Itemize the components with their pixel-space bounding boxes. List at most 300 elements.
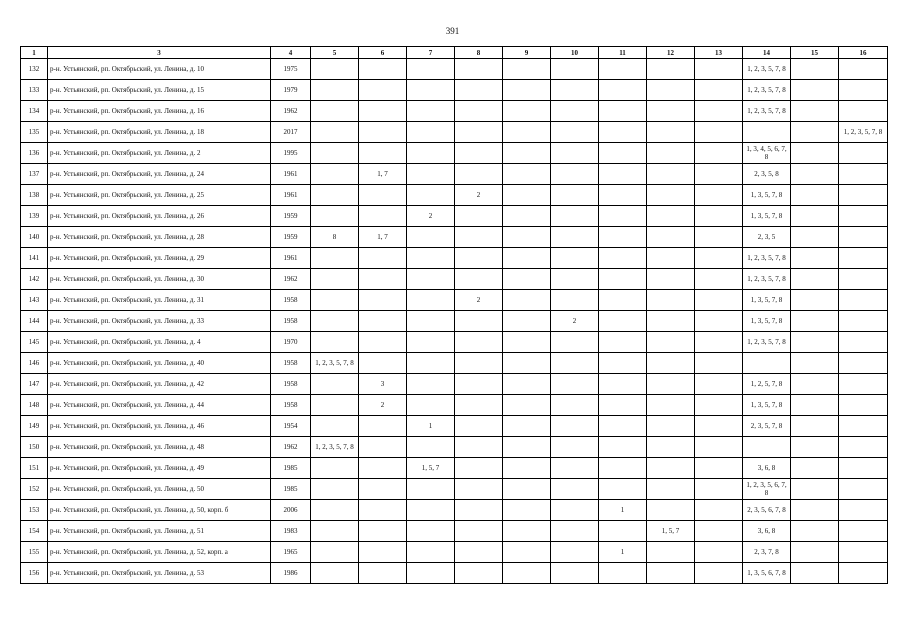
year-cell: 1965: [271, 542, 311, 563]
value-cell: [311, 248, 359, 269]
value-cell: [455, 458, 503, 479]
table-row: [21, 59, 888, 80]
value-cell: [599, 143, 647, 164]
table-row: [21, 122, 888, 143]
table-row: [21, 332, 888, 353]
row-number-cell: 154: [21, 521, 48, 542]
value-cell: [647, 542, 695, 563]
column-header: 6: [359, 47, 407, 59]
value-cell: [311, 332, 359, 353]
value-cell: [695, 311, 743, 332]
column-header: 4: [271, 47, 311, 59]
table-row: [21, 437, 888, 458]
value-cell: [551, 542, 599, 563]
value-cell: [311, 80, 359, 101]
value-cell: [839, 332, 888, 353]
column-header: 7: [407, 47, 455, 59]
value-cell: [647, 80, 695, 101]
value-cell: [503, 500, 551, 521]
value-cell: 1, 2, 3, 5, 7, 8: [743, 248, 791, 269]
value-cell: [599, 269, 647, 290]
value-cell: [503, 185, 551, 206]
value-cell: [695, 206, 743, 227]
value-cell: [503, 374, 551, 395]
table-row: [21, 185, 888, 206]
value-cell: [503, 479, 551, 500]
year-cell: 1986: [271, 563, 311, 584]
value-cell: [695, 80, 743, 101]
value-cell: 1, 3, 4, 5, 6, 7, 8: [743, 143, 791, 164]
value-cell: [551, 479, 599, 500]
address-cell: р-н. Устьянский, рп. Октябрьский, ул. Ленина, д. 44: [48, 395, 271, 416]
value-cell: [647, 122, 695, 143]
value-cell: 1, 7: [359, 164, 407, 185]
address-cell: р-н. Устьянский, рп. Октябрьский, ул. Ленина, д. 48: [48, 437, 271, 458]
value-cell: [695, 290, 743, 311]
address-cell: р-н. Устьянский, рп. Октябрьский, ул. Ленина, д. 33: [48, 311, 271, 332]
value-cell: [455, 227, 503, 248]
value-cell: 1: [407, 416, 455, 437]
value-cell: [407, 164, 455, 185]
value-cell: [311, 122, 359, 143]
row-number-cell: 150: [21, 437, 48, 458]
value-cell: [599, 206, 647, 227]
row-number-cell: 133: [21, 80, 48, 101]
value-cell: [791, 521, 839, 542]
value-cell: 1, 3, 5, 6, 7, 8: [743, 563, 791, 584]
value-cell: [695, 458, 743, 479]
row-number-cell: 138: [21, 185, 48, 206]
value-cell: [695, 563, 743, 584]
value-cell: [647, 563, 695, 584]
value-cell: [839, 227, 888, 248]
value-cell: 2, 3, 5, 6, 7, 8: [743, 500, 791, 521]
table-row: [21, 395, 888, 416]
value-cell: [359, 59, 407, 80]
value-cell: [695, 416, 743, 437]
row-number-cell: 137: [21, 164, 48, 185]
value-cell: [359, 332, 407, 353]
value-cell: [599, 248, 647, 269]
value-cell: [647, 206, 695, 227]
value-cell: [791, 416, 839, 437]
value-cell: 3, 6, 8: [743, 458, 791, 479]
value-cell: [503, 290, 551, 311]
table-row: [21, 80, 888, 101]
value-cell: [839, 521, 888, 542]
value-cell: [599, 437, 647, 458]
row-number-cell: 153: [21, 500, 48, 521]
row-number-cell: 148: [21, 395, 48, 416]
table-row: [21, 374, 888, 395]
value-cell: [503, 59, 551, 80]
value-cell: [695, 479, 743, 500]
address-cell: р-н. Устьянский, рп. Октябрьский, ул. Ленина, д. 52, корп. а: [48, 542, 271, 563]
address-cell: р-н. Устьянский, рп. Октябрьский, ул. Ленина, д. 30: [48, 269, 271, 290]
year-cell: 1985: [271, 479, 311, 500]
value-cell: [695, 164, 743, 185]
value-cell: [455, 353, 503, 374]
value-cell: [359, 290, 407, 311]
value-cell: 1, 5, 7: [407, 458, 455, 479]
value-cell: [311, 143, 359, 164]
value-cell: [647, 290, 695, 311]
value-cell: [311, 563, 359, 584]
value-cell: [311, 59, 359, 80]
value-cell: [839, 269, 888, 290]
value-cell: [311, 185, 359, 206]
column-header: 13: [695, 47, 743, 59]
address-cell: р-н. Устьянский, рп. Октябрьский, ул. Ленина, д. 15: [48, 80, 271, 101]
value-cell: [839, 185, 888, 206]
value-cell: [791, 437, 839, 458]
value-cell: [551, 164, 599, 185]
value-cell: [791, 185, 839, 206]
value-cell: [407, 374, 455, 395]
value-cell: [695, 374, 743, 395]
year-cell: 1962: [271, 269, 311, 290]
value-cell: [839, 458, 888, 479]
value-cell: [455, 521, 503, 542]
address-cell: р-н. Устьянский, рп. Октябрьский, ул. Ленина, д. 49: [48, 458, 271, 479]
table-row: [21, 290, 888, 311]
value-cell: [695, 542, 743, 563]
value-cell: [311, 500, 359, 521]
value-cell: [407, 542, 455, 563]
column-header: 10: [551, 47, 599, 59]
table-row: [21, 542, 888, 563]
value-cell: [791, 290, 839, 311]
value-cell: [455, 122, 503, 143]
value-cell: [503, 164, 551, 185]
value-cell: [839, 563, 888, 584]
value-cell: [455, 332, 503, 353]
address-cell: р-н. Устьянский, рп. Октябрьский, ул. Ленина, д. 50: [48, 479, 271, 500]
value-cell: [839, 164, 888, 185]
value-cell: [599, 227, 647, 248]
table-row: [21, 101, 888, 122]
value-cell: 2: [407, 206, 455, 227]
value-cell: [599, 563, 647, 584]
value-cell: [455, 500, 503, 521]
value-cell: 1, 2, 3, 5, 7, 8: [743, 101, 791, 122]
value-cell: 2, 3, 5: [743, 227, 791, 248]
value-cell: [791, 59, 839, 80]
value-cell: [839, 542, 888, 563]
value-cell: [359, 248, 407, 269]
column-header: 5: [311, 47, 359, 59]
table-row: [21, 269, 888, 290]
value-cell: [695, 143, 743, 164]
year-cell: 1979: [271, 80, 311, 101]
value-cell: [359, 143, 407, 164]
year-cell: 1962: [271, 101, 311, 122]
value-cell: 1, 2, 3, 5, 7, 8: [311, 437, 359, 458]
value-cell: [311, 416, 359, 437]
value-cell: [839, 374, 888, 395]
column-header: 9: [503, 47, 551, 59]
value-cell: [551, 122, 599, 143]
year-cell: 1961: [271, 185, 311, 206]
value-cell: [407, 269, 455, 290]
row-number-cell: 134: [21, 101, 48, 122]
value-cell: [407, 80, 455, 101]
value-cell: [647, 269, 695, 290]
address-cell: р-н. Устьянский, рп. Октябрьский, ул. Ленина, д. 31: [48, 290, 271, 311]
value-cell: [647, 479, 695, 500]
address-cell: р-н. Устьянский, рп. Октябрьский, ул. Ленина, д. 24: [48, 164, 271, 185]
value-cell: [791, 143, 839, 164]
value-cell: [455, 248, 503, 269]
value-cell: [455, 143, 503, 164]
row-number-cell: 152: [21, 479, 48, 500]
year-cell: 1970: [271, 332, 311, 353]
value-cell: [407, 59, 455, 80]
value-cell: [695, 521, 743, 542]
value-cell: [359, 206, 407, 227]
year-cell: 2017: [271, 122, 311, 143]
value-cell: [311, 311, 359, 332]
year-cell: 1983: [271, 521, 311, 542]
value-cell: [791, 374, 839, 395]
value-cell: [791, 227, 839, 248]
column-header: 3: [48, 47, 271, 59]
table-row: [21, 206, 888, 227]
value-cell: [551, 185, 599, 206]
value-cell: [791, 80, 839, 101]
address-cell: р-н. Устьянский, рп. Октябрьский, ул. Ленина, д. 51: [48, 521, 271, 542]
value-cell: [599, 521, 647, 542]
value-cell: [791, 395, 839, 416]
value-cell: [407, 437, 455, 458]
value-cell: [503, 395, 551, 416]
value-cell: 1, 2, 3, 5, 7, 8: [839, 122, 888, 143]
value-cell: [791, 164, 839, 185]
address-cell: р-н. Устьянский, рп. Октябрьский, ул. Ленина, д. 53: [48, 563, 271, 584]
row-number-cell: 151: [21, 458, 48, 479]
value-cell: [839, 353, 888, 374]
value-cell: [791, 479, 839, 500]
row-number-cell: 156: [21, 563, 48, 584]
value-cell: [791, 542, 839, 563]
year-cell: 1995: [271, 143, 311, 164]
value-cell: [791, 563, 839, 584]
value-cell: [455, 311, 503, 332]
value-cell: [503, 542, 551, 563]
value-cell: 2: [455, 185, 503, 206]
value-cell: 2: [455, 290, 503, 311]
value-cell: [791, 122, 839, 143]
value-cell: [503, 563, 551, 584]
value-cell: [599, 479, 647, 500]
value-cell: [311, 542, 359, 563]
value-cell: 3: [359, 374, 407, 395]
value-cell: [551, 227, 599, 248]
row-number-cell: 147: [21, 374, 48, 395]
row-number-cell: 136: [21, 143, 48, 164]
value-cell: [359, 185, 407, 206]
value-cell: [407, 353, 455, 374]
value-cell: [743, 437, 791, 458]
value-cell: [359, 563, 407, 584]
year-cell: 1961: [271, 164, 311, 185]
value-cell: [551, 332, 599, 353]
value-cell: [599, 101, 647, 122]
value-cell: [407, 311, 455, 332]
value-cell: [791, 458, 839, 479]
value-cell: 2, 3, 5, 7, 8: [743, 416, 791, 437]
value-cell: [503, 458, 551, 479]
value-cell: [647, 437, 695, 458]
value-cell: [551, 353, 599, 374]
value-cell: [647, 101, 695, 122]
value-cell: [839, 143, 888, 164]
value-cell: [839, 500, 888, 521]
column-header: 12: [647, 47, 695, 59]
year-cell: 1962: [271, 437, 311, 458]
value-cell: 1: [599, 542, 647, 563]
value-cell: [695, 122, 743, 143]
value-cell: 1, 3, 5, 7, 8: [743, 311, 791, 332]
value-cell: [455, 164, 503, 185]
value-cell: [311, 290, 359, 311]
value-cell: [647, 416, 695, 437]
year-cell: 1954: [271, 416, 311, 437]
value-cell: 1, 2, 3, 5, 7, 8: [311, 353, 359, 374]
value-cell: [551, 521, 599, 542]
value-cell: [311, 101, 359, 122]
value-cell: [311, 479, 359, 500]
address-cell: р-н. Устьянский, рп. Октябрьский, ул. Ленина, д. 18: [48, 122, 271, 143]
value-cell: [407, 101, 455, 122]
value-cell: [551, 500, 599, 521]
year-cell: 2006: [271, 500, 311, 521]
value-cell: [407, 290, 455, 311]
value-cell: [551, 563, 599, 584]
value-cell: [791, 311, 839, 332]
value-cell: [551, 458, 599, 479]
value-cell: [455, 80, 503, 101]
value-cell: [695, 437, 743, 458]
column-header: 15: [791, 47, 839, 59]
value-cell: [839, 290, 888, 311]
value-cell: [647, 248, 695, 269]
value-cell: 2: [551, 311, 599, 332]
address-cell: р-н. Устьянский, рп. Октябрьский, ул. Ленина, д. 2: [48, 143, 271, 164]
value-cell: [839, 101, 888, 122]
address-cell: р-н. Устьянский, рп. Октябрьский, ул. Ленина, д. 25: [48, 185, 271, 206]
column-header: 16: [839, 47, 888, 59]
value-cell: [407, 227, 455, 248]
value-cell: [839, 395, 888, 416]
value-cell: [599, 458, 647, 479]
year-cell: 1958: [271, 353, 311, 374]
value-cell: [359, 479, 407, 500]
address-cell: р-н. Устьянский, рп. Октябрьский, ул. Ленина, д. 46: [48, 416, 271, 437]
table-row: [21, 164, 888, 185]
value-cell: [743, 122, 791, 143]
value-cell: [599, 59, 647, 80]
value-cell: 2: [359, 395, 407, 416]
value-cell: [455, 206, 503, 227]
value-cell: [599, 332, 647, 353]
value-cell: [839, 248, 888, 269]
value-cell: [455, 269, 503, 290]
value-cell: [503, 122, 551, 143]
row-number-cell: 132: [21, 59, 48, 80]
address-cell: р-н. Устьянский, рп. Октябрьский, ул. Ленина, д. 4: [48, 332, 271, 353]
value-cell: [311, 458, 359, 479]
table-row: [21, 143, 888, 164]
column-header: 11: [599, 47, 647, 59]
value-cell: [455, 479, 503, 500]
row-number-cell: 139: [21, 206, 48, 227]
value-cell: [791, 500, 839, 521]
value-cell: [407, 521, 455, 542]
value-cell: [599, 185, 647, 206]
value-cell: [407, 248, 455, 269]
value-cell: [647, 458, 695, 479]
value-cell: 1, 5, 7: [647, 521, 695, 542]
address-cell: р-н. Устьянский, рп. Октябрьский, ул. Ленина, д. 28: [48, 227, 271, 248]
value-cell: [647, 395, 695, 416]
value-cell: [407, 563, 455, 584]
table-row: [21, 248, 888, 269]
value-cell: [647, 59, 695, 80]
column-header: 1: [21, 47, 48, 59]
value-cell: [599, 311, 647, 332]
value-cell: [551, 80, 599, 101]
address-cell: р-н. Устьянский, рп. Октябрьский, ул. Ленина, д. 40: [48, 353, 271, 374]
row-number-cell: 144: [21, 311, 48, 332]
value-cell: [599, 416, 647, 437]
value-cell: 1, 3, 5, 7, 8: [743, 395, 791, 416]
value-cell: [695, 185, 743, 206]
value-cell: [839, 437, 888, 458]
value-cell: [551, 206, 599, 227]
value-cell: [839, 80, 888, 101]
value-cell: [359, 542, 407, 563]
value-cell: [599, 290, 647, 311]
address-cell: р-н. Устьянский, рп. Октябрьский, ул. Ленина, д. 10: [48, 59, 271, 80]
value-cell: 8: [311, 227, 359, 248]
value-cell: 1, 2, 3, 5, 7, 8: [743, 269, 791, 290]
year-cell: 1958: [271, 374, 311, 395]
value-cell: [359, 122, 407, 143]
year-cell: 1958: [271, 395, 311, 416]
row-number-cell: 149: [21, 416, 48, 437]
row-number-cell: 143: [21, 290, 48, 311]
value-cell: [647, 332, 695, 353]
value-cell: 2, 3, 5, 8: [743, 164, 791, 185]
row-number-cell: 141: [21, 248, 48, 269]
value-cell: [839, 206, 888, 227]
value-cell: [647, 164, 695, 185]
value-cell: [839, 311, 888, 332]
value-cell: [407, 332, 455, 353]
value-cell: [311, 395, 359, 416]
value-cell: [503, 206, 551, 227]
value-cell: [599, 374, 647, 395]
value-cell: [791, 248, 839, 269]
value-cell: [359, 311, 407, 332]
value-cell: [551, 269, 599, 290]
value-cell: [455, 563, 503, 584]
value-cell: [695, 269, 743, 290]
value-cell: [791, 269, 839, 290]
value-cell: [599, 122, 647, 143]
value-cell: [455, 437, 503, 458]
